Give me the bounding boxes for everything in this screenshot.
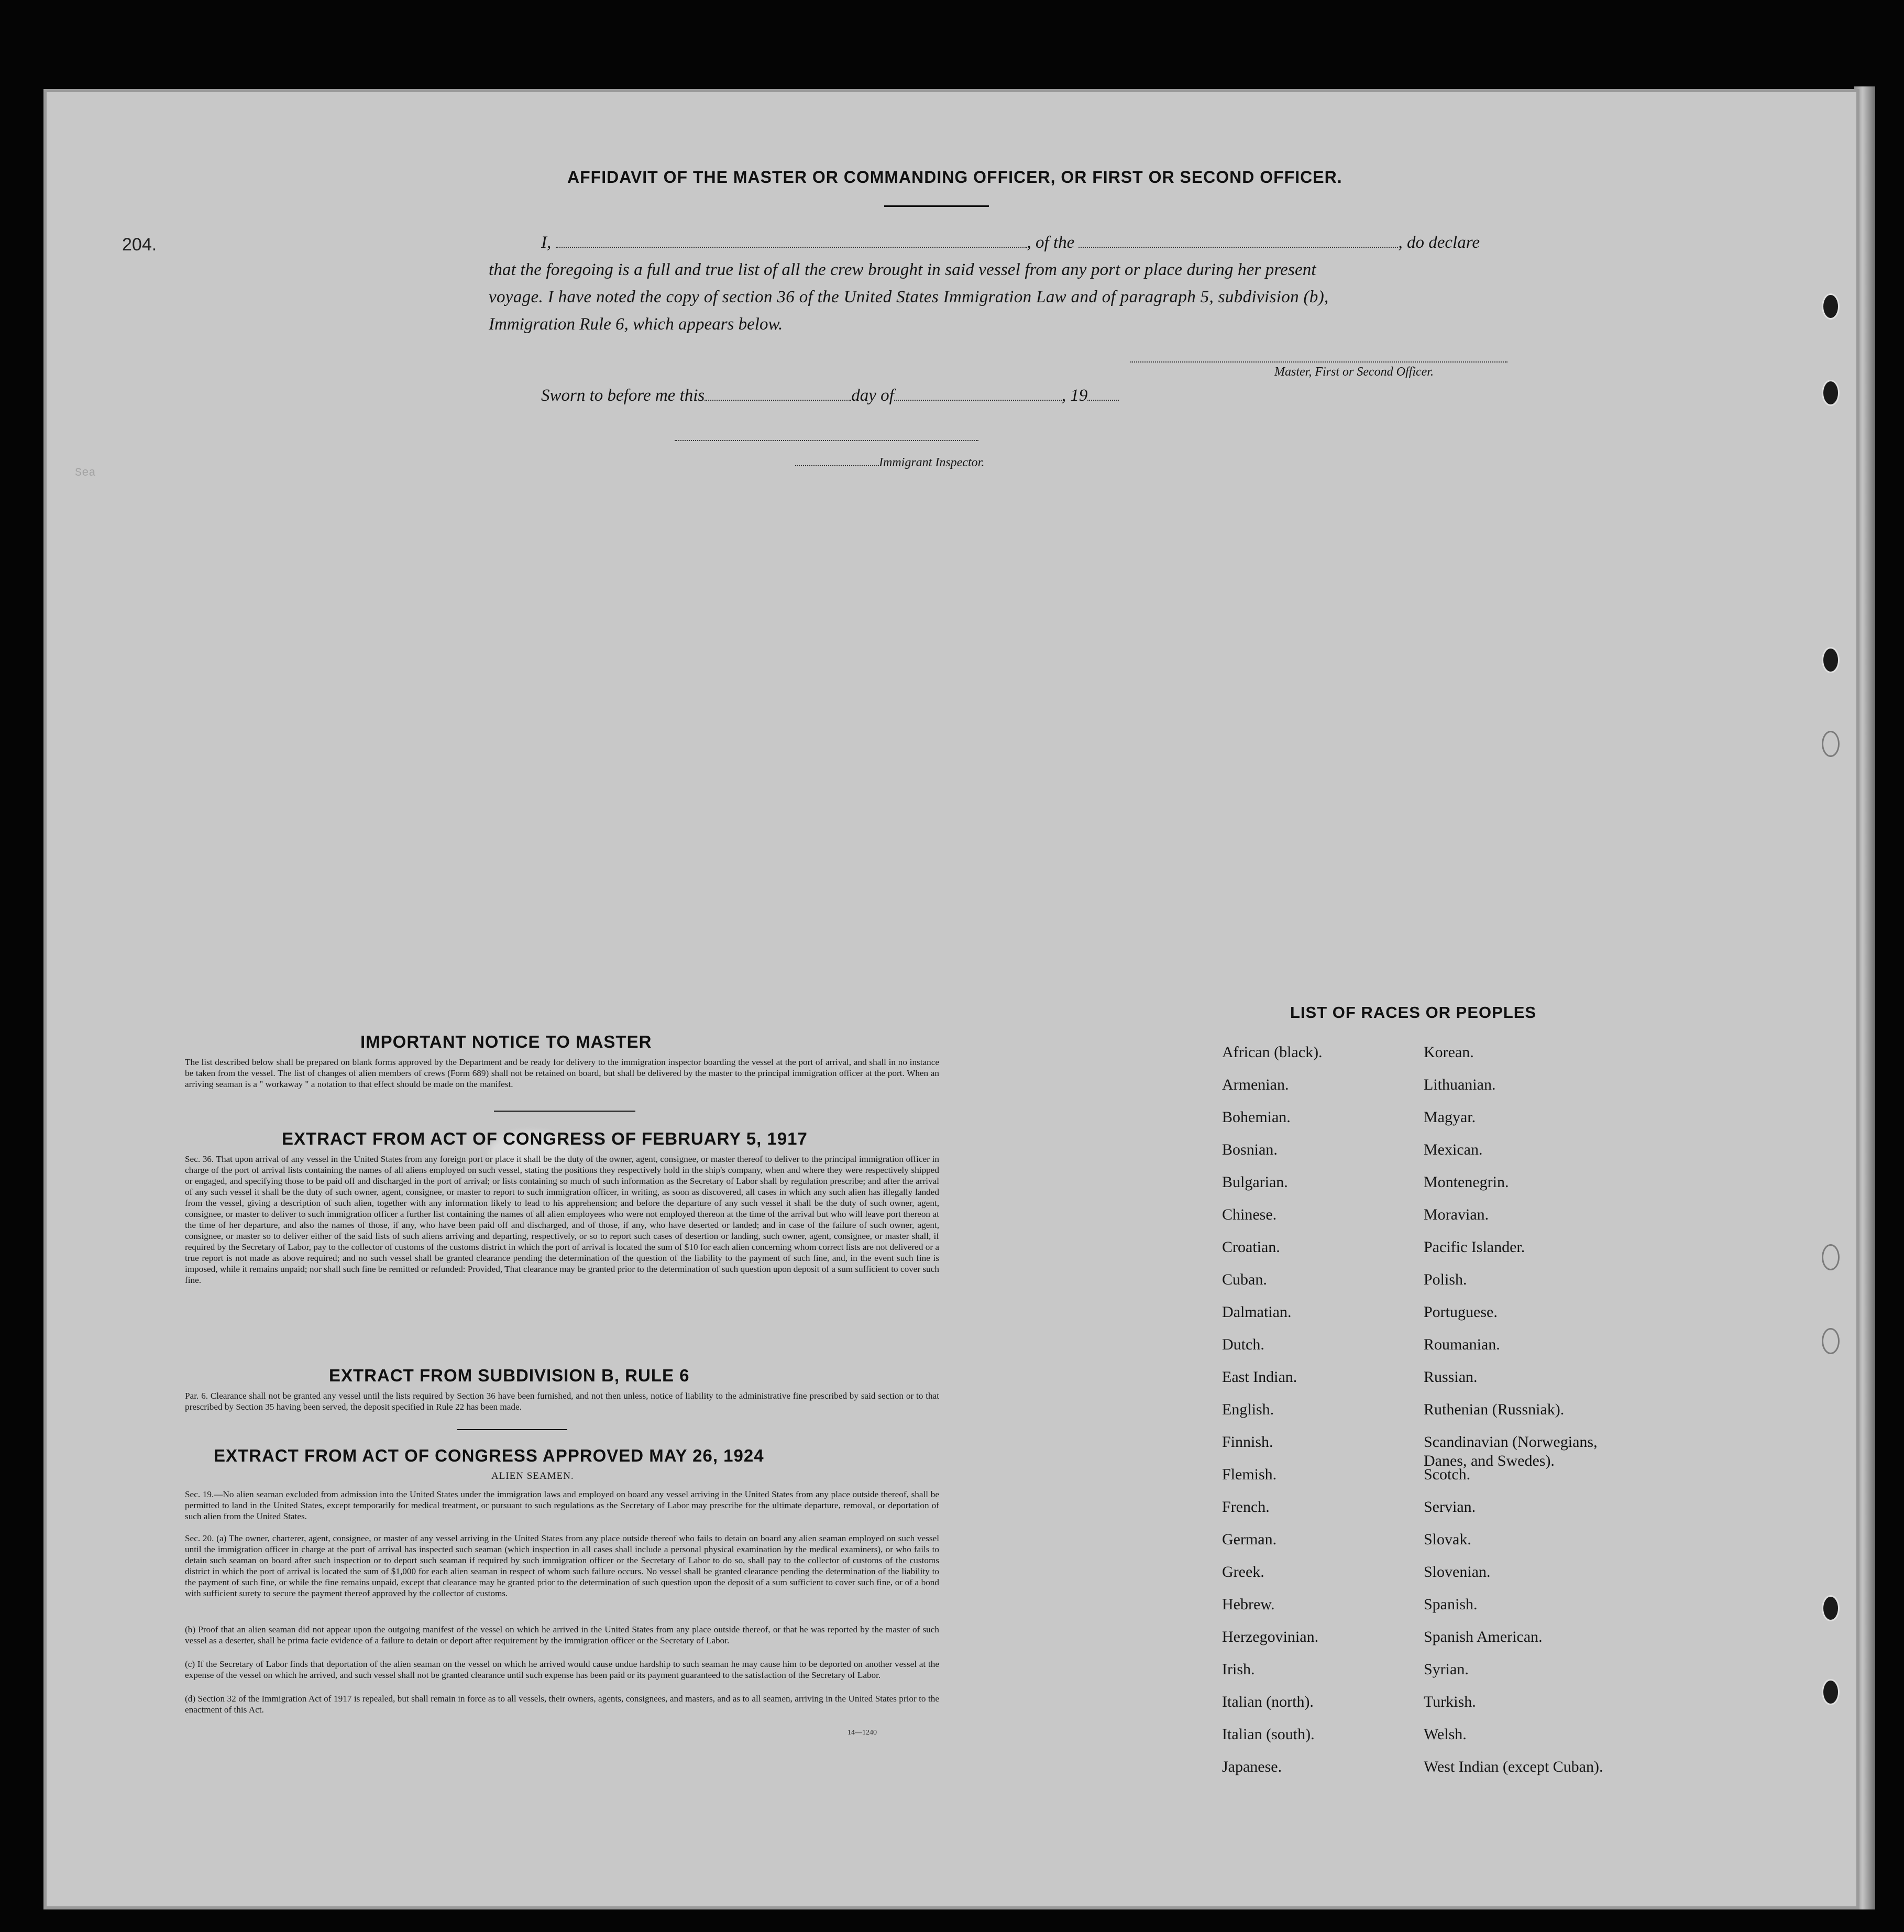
punch-hole — [1822, 1328, 1840, 1354]
name-blank[interactable] — [556, 247, 1027, 248]
notice-text: The list described below shall be prepared on blank forms approved by the Department and be ready for delivery to the immigration inspector boarding the vessel at the port of arrival, and shall in no instance be taken from the vessel. The list of changes of alien members of crews (Form 689) shall not be retained on board, but shall be delivered by the master to the principal immigration officer at the port. When an arriving seaman is a " workaway " a notation to that effect should be made on the manifest. — [185, 1057, 939, 1089]
alien-seamen-subtitle: ALIEN SEAMEN. — [491, 1470, 574, 1481]
race-item: Bulgarian. — [1222, 1173, 1288, 1191]
race-item: Servian. — [1424, 1498, 1476, 1516]
race-item: English. — [1222, 1401, 1274, 1418]
punch-hole — [1822, 1679, 1840, 1705]
declare-line-4: Immigration Rule 6, which appears below. — [489, 315, 783, 334]
race-item: Polish. — [1424, 1271, 1467, 1288]
extract-1917-text: Sec. 36. That upon arrival of any vessel in the United States from any foreign port or place it shall be the duty of the owner, agent, consignee, or master thereof to deliver to the principal immigration officer in charge of the port of arrival lists containing the names of all aliens employed on such vessel, stating the positions they respectively hold in the ship's company, when and where they were respectively shipped or engaged, and specifying those to be paid off and discharged in the port of arrival; or lists containing so much of such information as the Secretary of Labor shall by regulation prescribe; and after the arrival of any such vessel it shall be the duty of such owner, agent, consignee, or master to report to such immigration officer, in writing, as soon as discovered, all cases in which any such alien has illegally landed from the vessel, giving a description of such alien, together with any information likely to lead to his apprehension; and before the departure of any such vessel it shall be the duty of such owner, agent, consignee, or master to deliver to such immigration officer a further list containing the names of all alien employees who were not employed thereon at the time of the arrival but who will leave port thereon at the time of her departure, and also the names of those, if any, who have been paid off and discharged, and of those, if any, who have deserted or landed; and in case of the failure of such owner, agent, consignee, or master so to deliver either of the said lists of such aliens arriving and departing, respectively, or so to report such cases of desertion or landing, such owner, agent, consignee, or master shall, if required by the Secretary of Labor, pay to the collector of customs of the customs district in which the port of arrival is located the sum of $10 for each alien concerning whom correct lists are not delivered or a true report is not made as above required; and no such vessel shall be granted clearance pending the determination of the question of the liability to the payment of such fine, and, in the event such fine is imposed, while it remains unpaid; nor shall such fine be remitted or refunded: Provided, That clearance may be granted prior to the determination of such question upon deposit of a sum sufficient to cover such fine. — [185, 1154, 939, 1285]
race-item: Welsh. — [1424, 1726, 1467, 1743]
notice-title: IMPORTANT NOTICE TO MASTER — [360, 1032, 652, 1051]
notice-rule — [494, 1111, 635, 1112]
punch-hole — [1822, 1244, 1840, 1270]
sworn-line: Sworn to before me this day of , 19 — [541, 386, 1119, 405]
punch-hole — [1822, 1595, 1840, 1621]
race-item: East Indian. — [1222, 1368, 1297, 1386]
race-item: Croatian. — [1222, 1238, 1280, 1256]
race-item: Danes, and Swedes). — [1424, 1452, 1555, 1469]
sworn-day-blank[interactable] — [705, 400, 851, 401]
affidavit-title-rule — [884, 205, 989, 207]
race-item: African (black). — [1222, 1044, 1323, 1061]
race-item: Cuban. — [1222, 1271, 1267, 1288]
rule6-rule — [457, 1429, 567, 1430]
extract-1924-sec20a: Sec. 20. (a) The owner, charterer, agent, consignee, or master of any vessel arriving in the United States from any place outside thereof who fails to detain on board any alien seaman employed on such vessel until the immigration officer in charge at the port of arrival has inspected such seaman (which inspection in all cases shall include a personal physical examination by the medical examiners), or who fails to detain such seaman on board after such inspection or to deport such seaman if required by such immigration officer or the Secretary of Labor to do so, shall pay to the collector of customs of the customs district in which the port of arrival is located the sum of $1,000 for each alien seaman in respect of whom such failure occurs. No vessel shall be granted clearance pending the determination of the liability to the payment of such fine, or while the fine remains unpaid, except that clearance may be granted prior to the determination of such question upon the deposit of a sum sufficient to cover such fine, or of a bond with sufficient surety to secure the payment thereof approved by the collector of customs. — [185, 1533, 939, 1598]
race-item: Armenian. — [1222, 1076, 1289, 1093]
race-item: Bohemian. — [1222, 1108, 1291, 1126]
races-title: LIST OF RACES OR PEOPLES — [1290, 1003, 1537, 1022]
sworn-year-blank[interactable] — [1087, 400, 1119, 401]
race-item: Korean. — [1424, 1044, 1474, 1061]
inspector-caption: Immigrant Inspector. — [795, 456, 984, 470]
punch-hole — [1822, 647, 1840, 673]
declare-line-1: I, , of the , do declare — [541, 233, 1480, 252]
inspector-blank[interactable] — [795, 465, 879, 466]
punch-hole — [1822, 293, 1840, 320]
race-item: Ruthenian (Russniak). — [1424, 1401, 1565, 1418]
extract-1917-title: EXTRACT FROM ACT OF CONGRESS OF FEBRUARY 5, 1917 — [282, 1129, 808, 1148]
form-number: 14—1240 — [848, 1729, 877, 1737]
handwritten-page-number: 204. — [122, 235, 157, 255]
declare-line-2: that the foregoing is a full and true list of all the crew brought in said vessel from any port or place during her present — [489, 260, 1316, 279]
race-item: Herzegovinian. — [1222, 1628, 1319, 1645]
extract-1924-sec19: Sec. 19.—No alien seaman excluded from admission into the United States under the immigration laws and employed on board any vessel arriving in the United States from any place outside thereof, shall be permitted to land in the United States, except temporarily for medical treatment, or pursuant to such regulations as the Secretary of Labor may prescribe for the ultimate departure, removal, or deportation of such alien from the United States. — [185, 1489, 939, 1521]
race-item: Slovak. — [1424, 1531, 1471, 1548]
race-item: Flemish. — [1222, 1466, 1277, 1483]
document-page: Sea AFFIDAVIT OF THE MASTER OR COMMANDING OFFICER, OR FIRST OR SECOND OFFICER. I, , of the , do declare that the foregoing is a full and true list of all the crew brought in said vessel from any port or place during her present voyage. I have noted the copy of section 36 of the United States Immigration Law and of paragraph 5, subdivision (b), Immigration Rule 6, which appears below. Master, First or Second Officer. Sworn to before me this day of , 19 Immigrant Inspector. 204. IMPORTANT NOTICE TO MASTER The list described below shall be prepared on blank forms approved by the Department and be ready for delivery to the immigration inspector boarding the vessel at the port of arrival, and shall in no instance be taken from the vessel. The list of changes of alien members of crews (Form 689) shall not be retained on board, but shall be delivered by the master to the principal immigration officer at the port. When an arriving seaman is a " workaway " a notation to that effect should be made on the manifest. EXTRACT FROM ACT OF CONGRESS OF FEBRUARY 5, 1917 Sec. 36. That upon arrival of any vessel in the United States from any foreign port or place it shall be the duty of the owner, agent, consignee, or master thereof to deliver to the principal immigration officer in charge of the port of arrival lists containing the names of all aliens employed on such vessel, stating the positions they respectively hold in the ship's company, when and where they were respectively shipped or engaged, and specifying those to be paid off and discharged in the port of arrival; or lists containing so much of such information as the Secretary of Labor shall by regulation prescribe; and after the arrival of any such vessel it shall be the duty of such owner, agent, consignee, or master to report to such immigration officer, in writing, as soon as discovered, all cases in which any such alien has illegally landed from the vessel, giving a description of such alien, together with any information likely to lead to his apprehension; and before the departure of any such vessel it shall be the duty of such owner, agent, consignee, or master to deliver to such immigration officer a further list containing the names of all alien employees who were not employed thereon at the time of the arrival but who will leave port thereon at the time of her departure, and also the names of those, if any, who have been paid off and discharged, and of those, if any, who have deserted or landed; and in case of the failure of such owner, agent, consignee, or master so to deliver either of the said lists of such aliens arriving and departing, respectively, or so to report such cases of desertion or landing, such owner, agent, consignee, or master shall, if required by the Secretary of Labor, pay to the collector of customs of the customs district in which the port of arrival is located the sum of $10 for each alien concerning whom correct lists are not delivered or a true report is not made as above required; and no such vessel shall be granted clearance pending the determination of the question of the liability to the payment of such fine, and, in the event such fine is imposed, while it remains unpaid; nor shall such fine be remitted or refunded: Provided, That clearance may be granted prior to the determination of such question upon deposit of a sum sufficient to cover such fine. EXTRACT FROM SUBDIVISION B, RULE 6 Par. 6. Clearance shall not be granted any vessel until the lists required by Section 36 have been furnished, and not then unless, notice of liability to the administrative fine prescribed by said section or to that prescribed by Section 35 having been served, the deposit specified in Rule 22 has been made. EXTRACT FROM ACT OF CONGRESS APPROVED MAY 26, 1924 ALIEN SEAMEN. Sec. 19.—No alien seaman excluded from admission into the United States under the immigration laws and employed on board any vessel arriving in the United States from any place outside thereof, shall be permitted to land in the United States, except temporarily for medical treatment, or pursuant to such regulations as the Secretary of Labor may prescribe for the ultimate departure, removal, or deportation of such alien from the United States. Sec. 20. (a) The owner, charterer, agent, consignee, or master of any vessel arriving in the United States from any place outside thereof who fails to detain on board any alien seaman employed on such vessel until the immigration officer in charge at the port of arrival has inspected such seaman (which inspection in all cases shall include a personal physical examination by the medical examiners), or who fails to detain such seaman on board after such inspection or to deport such seaman if required by such immigration officer or the Secretary of Labor to do so, shall pay to the collector of customs of the customs district in which the port of arrival is located the sum of $1,000 for each alien seaman in respect of whom such failure occurs. No vessel shall be granted clearance pending the determination of the liability to the payment of such fine, or while the fine remains unpaid, except that clearance may be granted prior to the determination of such question upon the deposit of a sum sufficient to cover such fine, or of a bond with sufficient surety to secure the payment thereof approved by the collector of customs. (b) Proof that an alien seaman did not appear upon the outgoing manifest of the vessel on which he arrived in the United States from any place outside thereof, or that he was reported by the master of such vessel as a deserter, shall be prima facie evidence of a failure to detain or deport after requirement by the immigration officer or the Secretary of Labor. (c) If the Secretary of Labor finds that deportation of the alien seaman on the vessel on which he arrived would cause undue hardship to such seaman he may cause him to be deported on another vessel at the expense of the vessel on which he arrived, and such vessel shall not be granted clearance until such expense has been paid or its payment guaranteed to the satisfaction of the Secretary of Labor. (d) Section 32 of the Immigration Act of 1917 is repealed, but shall remain in force as to all vessels, their owners, agents, consignees, and masters, and as to all seamen, arriving in the United States prior to the enactment of this Act. 14—1240 LIST OF RACES OR PEOPLES African (black). Armenian. Bohemian. Bosnian. Bulgarian. Chinese. Croatian. Cuban. Dalmatian. Dutch. East Indian. English. Finnish. Flemish. French. German. Greek. Hebrew. Herzegovinian. Irish. Italian (north). Italian (south). Japanese. Korean. Lithuanian. Magyar. Mexican. Montenegrin. Moravian. Pacific Islander. Polish. Portuguese. Roumanian. Russian. Ruthenian (Russniak). Scandinavian (Norwegians, Danes, and Swedes). Scotch. Servian. Slovak. Slovenian. Spanish. Spanish American. Syrian. Turkish. Welsh. West Indian (except Cuban). — [43, 89, 1859, 1909]
race-item: Chinese. — [1222, 1206, 1277, 1223]
extract-1924-sec20c: (c) If the Secretary of Labor finds that deportation of the alien seaman on the vessel on which he arrived would cause undue hardship to such seaman he may cause him to be deported on another vessel at the expense of the vessel on which he arrived, and such vessel shall not be granted clearance until such expense has been paid or its payment guaranteed to the satisfaction of the Secretary of Labor. — [185, 1659, 939, 1680]
race-item: Dutch. — [1222, 1336, 1264, 1353]
extract-rule6-text: Par. 6. Clearance shall not be granted any vessel until the lists required by Section 36 have been furnished, and not then unless, notice of liability to the administrative fine prescribed by said section or to that prescribed by Section 35 having been served, the deposit specified in Rule 22 has been made. — [185, 1391, 939, 1412]
extract-1924-sec20b: (b) Proof that an alien seaman did not appear upon the outgoing manifest of the vessel on which he arrived in the United States from any place outside thereof, or that he was reported by the master of such vessel as a deserter, shall be prima facie evidence of a failure to detain or deport after requirement by the immigration officer or the Secretary of Labor. — [185, 1624, 939, 1645]
punch-hole — [1822, 380, 1840, 406]
race-item: Russian. — [1424, 1368, 1478, 1386]
race-item: Moravian. — [1424, 1206, 1489, 1223]
race-item: Turkish. — [1424, 1693, 1476, 1710]
extract-rule6-title: EXTRACT FROM SUBDIVISION B, RULE 6 — [329, 1366, 690, 1385]
race-item: Bosnian. — [1222, 1141, 1278, 1158]
race-item: Spanish American. — [1424, 1628, 1543, 1645]
race-item: Finnish. — [1222, 1433, 1273, 1451]
race-item: Italian (south). — [1222, 1726, 1315, 1743]
race-item: Syrian. — [1424, 1661, 1469, 1678]
race-item: Lithuanian. — [1424, 1076, 1496, 1093]
race-item: Italian (north). — [1222, 1693, 1314, 1710]
punch-hole — [1822, 731, 1840, 757]
race-item: Scotch. — [1424, 1466, 1471, 1483]
race-item: Scandinavian (Norwegians, — [1424, 1433, 1598, 1451]
race-item: Japanese. — [1222, 1758, 1282, 1775]
extract-1924-sec20d: (d) Section 32 of the Immigration Act of 1917 is repealed, but shall remain in force as to all vessels, their owners, agents, consignees, and masters, and as to all seamen, arriving in the United States prior to the enactment of this Act. — [185, 1694, 939, 1715]
race-item: Spanish. — [1424, 1596, 1478, 1613]
race-item: Dalmatian. — [1222, 1303, 1292, 1321]
race-item: Montenegrin. — [1424, 1173, 1509, 1191]
race-item: Irish. — [1222, 1661, 1255, 1678]
race-item: Roumanian. — [1424, 1336, 1500, 1353]
race-item: Mexican. — [1424, 1141, 1483, 1158]
affidavit-title: AFFIDAVIT OF THE MASTER OR COMMANDING OFFICER, OR FIRST OR SECOND OFFICER. — [567, 168, 1342, 186]
race-item: Portuguese. — [1424, 1303, 1498, 1321]
vessel-blank[interactable] — [1078, 247, 1398, 248]
race-item: French. — [1222, 1498, 1270, 1516]
race-item: German. — [1222, 1531, 1277, 1548]
race-item: Magyar. — [1424, 1108, 1476, 1126]
extract-1924-title: EXTRACT FROM ACT OF CONGRESS APPROVED MAY 26, 1924 — [214, 1446, 764, 1465]
signature-caption: Master, First or Second Officer. — [1274, 365, 1434, 379]
race-item: West Indian (except Cuban). — [1424, 1758, 1603, 1775]
sworn-month-blank[interactable] — [894, 400, 1062, 401]
signature-line[interactable] — [1130, 356, 1507, 363]
inspector-signature-line[interactable] — [675, 435, 978, 441]
race-item: Greek. — [1222, 1563, 1264, 1580]
race-item: Pacific Islander. — [1424, 1238, 1525, 1256]
race-item: Hebrew. — [1222, 1596, 1275, 1613]
declare-line-3: voyage. I have noted the copy of section 36 of the United States Immigration Law and of paragraph 5, subdivision (b), — [489, 288, 1329, 306]
race-item: Slovenian. — [1424, 1563, 1491, 1580]
